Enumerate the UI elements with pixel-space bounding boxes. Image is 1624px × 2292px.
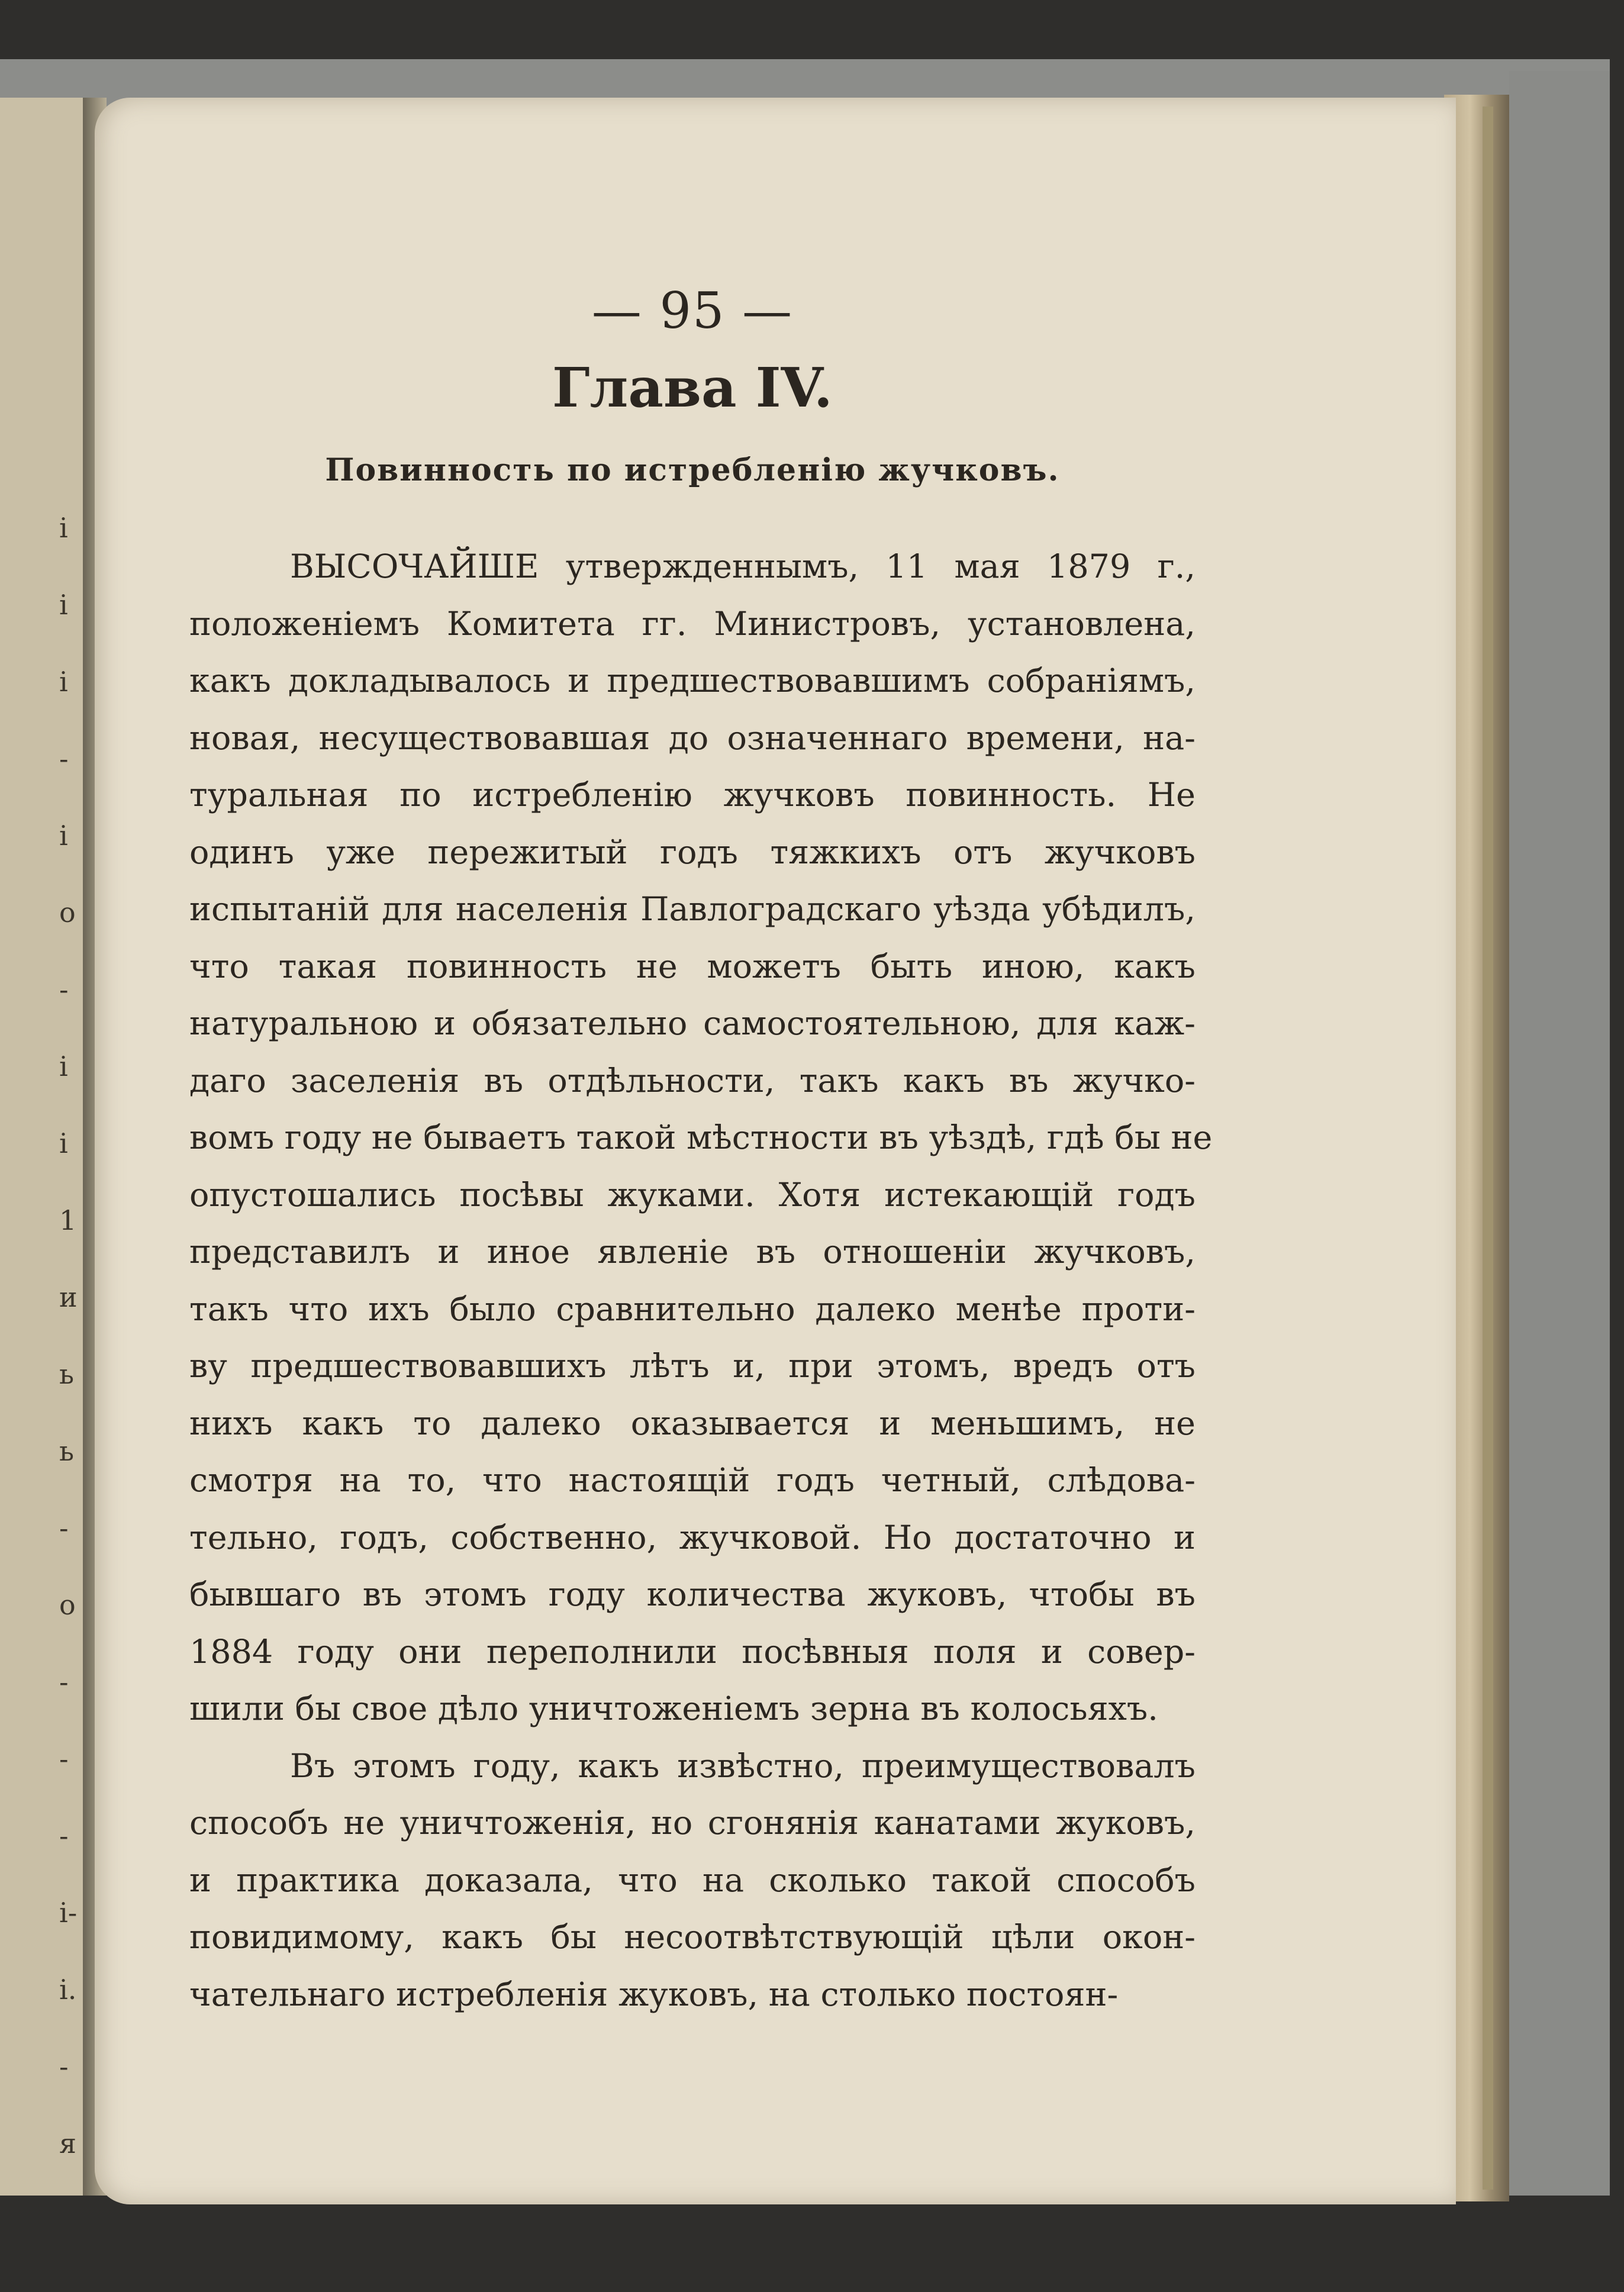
- left-page-char: і-: [59, 1897, 78, 1929]
- paragraph-1: [189, 539, 1213, 1738]
- text-line: повидимому, какъ бы несоотвѣтствующій цѣли окон-: [189, 1918, 1196, 1956]
- text-line: тельно, годъ, собственно, жучковой. Но достаточно и: [189, 1518, 1196, 1557]
- left-page-char: ь: [59, 1435, 75, 1467]
- text-line: новая, несуществовавшая до означеннаго времени, на-: [189, 718, 1196, 757]
- text-line: ВЫСОЧАЙШЕ утвержденнымъ, 11 мая 1879 г.,: [290, 547, 1196, 586]
- text-line: шили бы свое дѣло уничтоженіемъ зерна въ колосьяхъ.: [189, 1690, 1158, 1728]
- text-line: ву предшествовавшихъ лѣтъ и, при этомъ, вредъ отъ: [189, 1347, 1196, 1385]
- text-line: представилъ и иное явленіе въ отношеніи жучковъ,: [189, 1233, 1196, 1271]
- left-page-char: -: [59, 1666, 69, 1698]
- text-line: нихъ какъ то далеко оказывается и меньшимъ, не: [189, 1404, 1196, 1443]
- left-page-char: -: [59, 1512, 69, 1544]
- paragraph-2: [189, 1738, 1196, 2024]
- text-line: даго заселенія въ отдѣльности, такъ какъ въ жучко-: [189, 1061, 1196, 1100]
- text-line: туральная по истребленію жучковъ повинность. Не: [189, 776, 1196, 814]
- left-page-margin-characters: [59, 98, 83, 2196]
- text-line: бывшаго въ этомъ году количества жуковъ, чтобы въ: [189, 1575, 1196, 1614]
- chapter-title: Глава IV.: [552, 356, 833, 420]
- left-page-char: -: [59, 1820, 69, 1852]
- text-line: Въ этомъ году, какъ извѣстно, преимуществовалъ: [290, 1746, 1196, 1785]
- left-page-char: і: [59, 1127, 68, 1159]
- text-line: 1884 году они переполнили посѣвныя поля и совер-: [189, 1632, 1196, 1671]
- left-page-char: -: [59, 973, 69, 1005]
- left-page-char: і: [59, 820, 68, 852]
- left-page-edge: [0, 98, 84, 2196]
- text-line: какъ докладывалось и предшествовавшимъ собраніямъ,: [189, 662, 1196, 700]
- left-page-char: ь: [59, 1358, 75, 1390]
- left-page-char: -: [59, 1743, 69, 1775]
- page-number: — 95 —: [591, 282, 794, 340]
- left-page-char: -: [59, 743, 69, 775]
- left-page-char: о: [59, 1589, 76, 1621]
- section-title: Повинность по истребленію жучковъ.: [325, 452, 1060, 488]
- left-page-char: і: [59, 1050, 68, 1082]
- book-cover-board-right: [1509, 71, 1610, 2196]
- left-page-char: і: [59, 666, 68, 698]
- left-page-char: -: [59, 2051, 69, 2083]
- text-line: чательнаго истребленія жуковъ, на столько постоян-: [189, 1975, 1119, 2014]
- text-line: и практика доказала, что на сколько такой способъ: [189, 1861, 1196, 1900]
- text-line: одинъ уже пережитый годъ тяжкихъ отъ жучковъ: [189, 833, 1196, 872]
- left-page-char: о: [59, 897, 76, 929]
- left-page-char: 1: [59, 1204, 77, 1236]
- text-line: опустошались посѣвы жуками. Хотя истекающій годъ: [189, 1175, 1196, 1214]
- left-page-char: і.: [59, 1974, 77, 2006]
- text-line: что такая повинность не можетъ быть иною, какъ: [189, 947, 1196, 986]
- text-line: натуральною и обязательно самостоятельною, для каж-: [189, 1004, 1196, 1043]
- left-page-char: я: [59, 2127, 77, 2159]
- left-page-char: и: [59, 1281, 78, 1313]
- text-line: испытаній для населенія Павлоградскаго уѣзда убѣдилъ,: [189, 890, 1196, 929]
- text-line: такъ что ихъ было сравнительно далеко менѣе проти-: [189, 1290, 1196, 1329]
- page-text-block: [189, 278, 1213, 2023]
- left-page-char: і: [59, 589, 68, 621]
- text-line: смотря на то, что настоящій годъ четный, слѣдова-: [189, 1461, 1196, 1500]
- text-line: способъ не уничтоженія, но сгонянія канатами жуковъ,: [189, 1804, 1196, 1842]
- left-page-char: і: [59, 512, 68, 544]
- text-line: вомъ году не бываетъ такой мѣстности въ уѣздѣ, гдѣ бы не: [189, 1118, 1213, 1157]
- text-line: положеніемъ Комитета гг. Министровъ, установлена,: [189, 604, 1196, 643]
- page-stack-stripe: [1483, 107, 1493, 2190]
